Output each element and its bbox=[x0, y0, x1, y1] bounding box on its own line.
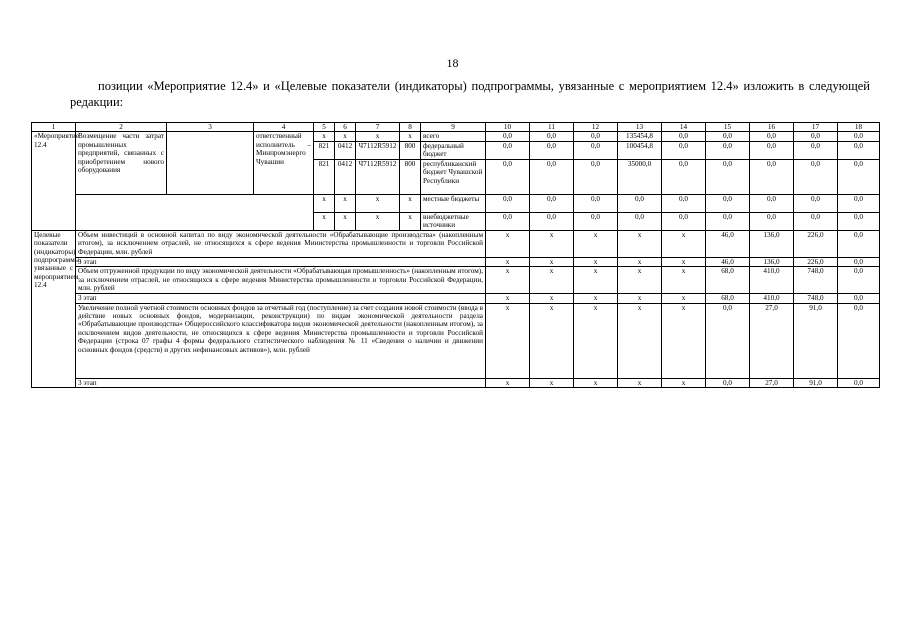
table-cell: 821 bbox=[314, 141, 335, 159]
indicator-stage-row bbox=[32, 257, 880, 266]
indicator-value-cell: x bbox=[574, 303, 618, 378]
column-number-4: 4 bbox=[254, 123, 314, 132]
stage-value-cell: 0,0 bbox=[838, 294, 880, 303]
funding-source-cell: внебюджетные источники bbox=[421, 212, 486, 230]
indicator-text: Объем инвестиций в основной капитал по виду экономической деятельности «Обрабатывающие производства» (накопленным итогом), за исключением отраслей, не относящихся к сфере ведения Министерства промышленности и торговли Российской Федерации, млн. рублей bbox=[76, 230, 486, 257]
amount-cell: 0,0 bbox=[838, 194, 880, 212]
stage-value-cell: x bbox=[574, 378, 618, 387]
amount-cell: 0,0 bbox=[486, 141, 530, 159]
measure-responsible: ответственный исполнитель – Минпромэнерго Чувашии bbox=[254, 132, 314, 194]
stage-value-cell: x bbox=[574, 294, 618, 303]
amount-cell: 0,0 bbox=[662, 159, 706, 194]
indicator-stage-row bbox=[32, 294, 880, 303]
stage-value-cell: x bbox=[486, 378, 530, 387]
measure-description: Возмещение части затрат промышленных предприятий, связанных с приобретением нового оборудования bbox=[76, 132, 167, 194]
amount-cell: 0,0 bbox=[706, 194, 750, 212]
amount-cell: 0,0 bbox=[486, 159, 530, 194]
amount-cell: 0,0 bbox=[618, 194, 662, 212]
amount-cell: 0,0 bbox=[530, 194, 574, 212]
indicator-value-cell: 0,0 bbox=[838, 267, 880, 294]
measure-continuation-cell bbox=[76, 194, 314, 230]
indicator-value-cell: x bbox=[486, 303, 530, 378]
amount-cell: 0,0 bbox=[574, 141, 618, 159]
table-cell: x bbox=[314, 194, 335, 212]
table-cell: 0412 bbox=[335, 141, 356, 159]
table-cell: x bbox=[400, 194, 421, 212]
funding-source-cell: всего bbox=[421, 132, 486, 141]
amount-cell: 0,0 bbox=[838, 141, 880, 159]
column-number-5: 5 bbox=[314, 123, 335, 132]
stage-value-cell: 68,0 bbox=[706, 294, 750, 303]
indicator-row bbox=[32, 303, 880, 378]
amount-cell: 35000,0 bbox=[618, 159, 662, 194]
measures-table-container bbox=[31, 122, 878, 388]
stage-value-cell: x bbox=[574, 257, 618, 266]
indicator-value-cell: x bbox=[618, 303, 662, 378]
column-number-7: 7 bbox=[356, 123, 400, 132]
budget-code-cell: Ч7112R5912 bbox=[356, 141, 400, 159]
stage-value-cell: x bbox=[486, 294, 530, 303]
indicator-value-cell: x bbox=[486, 230, 530, 257]
table-cell: x bbox=[400, 132, 421, 141]
amount-cell: 0,0 bbox=[530, 212, 574, 230]
amount-cell: 0,0 bbox=[618, 212, 662, 230]
stage-value-cell: x bbox=[486, 257, 530, 266]
indicator-value-cell: 0,0 bbox=[706, 303, 750, 378]
column-number-2: 2 bbox=[76, 123, 167, 132]
amount-cell: 0,0 bbox=[750, 159, 794, 194]
stage-value-cell: 0,0 bbox=[838, 378, 880, 387]
indicator-value-cell: x bbox=[662, 267, 706, 294]
column-number-17: 17 bbox=[794, 123, 838, 132]
indicator-value-cell: 226,0 bbox=[794, 230, 838, 257]
indicator-stage-row bbox=[32, 378, 880, 387]
indicators-label: Целевые показатели (индикаторы) подпрограммы, увязанные с мероприятием 12.4 bbox=[32, 230, 76, 387]
stage-value-cell: 46,0 bbox=[706, 257, 750, 266]
table-cell: 0412 bbox=[335, 159, 356, 194]
amount-cell: 0,0 bbox=[662, 132, 706, 141]
column-number-10: 10 bbox=[486, 123, 530, 132]
amount-cell: 0,0 bbox=[750, 132, 794, 141]
indicator-value-cell: 91,0 bbox=[794, 303, 838, 378]
measure-row bbox=[32, 132, 880, 141]
amount-cell: 0,0 bbox=[838, 159, 880, 194]
table-cell: x bbox=[314, 212, 335, 230]
indicator-row bbox=[32, 267, 880, 294]
measures-table bbox=[31, 122, 880, 388]
budget-code-cell: x bbox=[356, 212, 400, 230]
amount-cell: 0,0 bbox=[486, 194, 530, 212]
table-cell: x bbox=[335, 194, 356, 212]
table-cell: x bbox=[335, 132, 356, 141]
funding-source-cell: федеральный бюджет bbox=[421, 141, 486, 159]
amount-cell: 0,0 bbox=[662, 212, 706, 230]
indicator-text: Увеличение полной учетной стоимости основных фондов за отчетный год (поступление) за счет создания новой стоимости (ввода в действие новых основных фондов, модернизации, реконструкции) по видам экономической деятельности раздела «Обрабатывающие производства» Общероссийского классификатора видов экономической деятельности (накопленным итогом), за исключением видов деятельности, не относящихся к сфере ведения Министерства промышленности и торговли Российской Федерации (строка 07 графы 4 формы федерального статистического наблюдения № 11 «Сведения о наличии и движении основных фондов (средств) и других нефинансовых активов»), млн. рублей bbox=[76, 303, 486, 378]
stage-value-cell: 0,0 bbox=[706, 378, 750, 387]
amount-cell: 0,0 bbox=[794, 159, 838, 194]
amount-cell: 0,0 bbox=[706, 141, 750, 159]
amount-cell: 0,0 bbox=[794, 132, 838, 141]
column-number-18: 18 bbox=[838, 123, 880, 132]
stage-value-cell: x bbox=[662, 257, 706, 266]
indicator-value-cell: x bbox=[574, 230, 618, 257]
indicator-value-cell: 0,0 bbox=[838, 230, 880, 257]
measure-row bbox=[32, 194, 880, 212]
stage-value-cell: x bbox=[530, 257, 574, 266]
table-cell: 800 bbox=[400, 159, 421, 194]
indicator-value-cell: 46,0 bbox=[706, 230, 750, 257]
column-number-row bbox=[32, 123, 880, 132]
column-number-16: 16 bbox=[750, 123, 794, 132]
amount-cell: 0,0 bbox=[530, 132, 574, 141]
table-cell: x bbox=[335, 212, 356, 230]
indicator-value-cell: x bbox=[618, 230, 662, 257]
stage-value-cell: 748,0 bbox=[794, 294, 838, 303]
column-number-6: 6 bbox=[335, 123, 356, 132]
column-number-13: 13 bbox=[618, 123, 662, 132]
amount-cell: 0,0 bbox=[706, 132, 750, 141]
indicator-value-cell: x bbox=[530, 267, 574, 294]
table-cell: x bbox=[400, 212, 421, 230]
intro-paragraph: позиции «Мероприятие 12.4» и «Целевые показатели (индикаторы) подпрограммы, увязанные с мероприятием 12.4» изложить в следующей редакции: bbox=[70, 79, 870, 109]
amount-cell: 0,0 bbox=[662, 141, 706, 159]
column-number-3: 3 bbox=[167, 123, 254, 132]
indicator-value-cell: 0,0 bbox=[838, 303, 880, 378]
amount-cell: 0,0 bbox=[486, 212, 530, 230]
amount-cell: 0,0 bbox=[750, 141, 794, 159]
stage-value-cell: x bbox=[662, 378, 706, 387]
stage-value-cell: x bbox=[618, 294, 662, 303]
budget-code-cell: x bbox=[356, 194, 400, 212]
column-number-14: 14 bbox=[662, 123, 706, 132]
stage-value-cell: 410,0 bbox=[750, 294, 794, 303]
amount-cell: 0,0 bbox=[574, 194, 618, 212]
column-number-15: 15 bbox=[706, 123, 750, 132]
amount-cell: 0,0 bbox=[706, 159, 750, 194]
indicator-row bbox=[32, 230, 880, 257]
table-cell: 800 bbox=[400, 141, 421, 159]
measure-name: «Мероприятие 12.4 bbox=[32, 132, 76, 230]
amount-cell: 0,0 bbox=[486, 132, 530, 141]
indicator-value-cell: x bbox=[574, 267, 618, 294]
stage-value-cell: 27,0 bbox=[750, 378, 794, 387]
page-number: 18 bbox=[446, 56, 459, 70]
stage-value-cell: x bbox=[618, 378, 662, 387]
amount-cell: 0,0 bbox=[706, 212, 750, 230]
amount-cell: 0,0 bbox=[662, 194, 706, 212]
funding-source-cell: местные бюджеты bbox=[421, 194, 486, 212]
budget-code-cell: Ч7112R5912 bbox=[356, 159, 400, 194]
amount-cell: 0,0 bbox=[530, 159, 574, 194]
measure-column-3 bbox=[167, 132, 254, 194]
stage-value-cell: 226,0 bbox=[794, 257, 838, 266]
indicator-value-cell: x bbox=[530, 230, 574, 257]
amount-cell: 100454,8 bbox=[618, 141, 662, 159]
indicator-value-cell: 748,0 bbox=[794, 267, 838, 294]
column-number-11: 11 bbox=[530, 123, 574, 132]
indicator-value-cell: 27,0 bbox=[750, 303, 794, 378]
indicator-value-cell: x bbox=[662, 303, 706, 378]
amount-cell: 0,0 bbox=[750, 194, 794, 212]
indicator-value-cell: 68,0 bbox=[706, 267, 750, 294]
column-number-8: 8 bbox=[400, 123, 421, 132]
indicator-value-cell: x bbox=[486, 267, 530, 294]
indicator-text: Объем отгруженной продукции по виду экономической деятельности «Обрабатывающая промышленность» (накопленным итогом), за исключением отраслей, не относящихся к сфере ведения Министерства промышленности и торговли Российской Федерации, млн. рублей bbox=[76, 267, 486, 294]
stage-value-cell: x bbox=[618, 257, 662, 266]
amount-cell: 0,0 bbox=[838, 132, 880, 141]
amount-cell: 0,0 bbox=[530, 141, 574, 159]
amount-cell: 135454,8 bbox=[618, 132, 662, 141]
column-number-1: 1 bbox=[32, 123, 76, 132]
amount-cell: 0,0 bbox=[574, 132, 618, 141]
stage-label: 3 этап bbox=[76, 257, 486, 266]
stage-label: 3 этап bbox=[76, 378, 486, 387]
stage-value-cell: x bbox=[662, 294, 706, 303]
table-cell: 821 bbox=[314, 159, 335, 194]
indicator-value-cell: x bbox=[618, 267, 662, 294]
indicator-value-cell: x bbox=[662, 230, 706, 257]
amount-cell: 0,0 bbox=[574, 212, 618, 230]
budget-code-cell: x bbox=[356, 132, 400, 141]
amount-cell: 0,0 bbox=[574, 159, 618, 194]
amount-cell: 0,0 bbox=[794, 194, 838, 212]
indicator-value-cell: 410,0 bbox=[750, 267, 794, 294]
indicator-value-cell: x bbox=[530, 303, 574, 378]
column-number-9: 9 bbox=[421, 123, 486, 132]
amount-cell: 0,0 bbox=[794, 212, 838, 230]
stage-value-cell: 91,0 bbox=[794, 378, 838, 387]
column-number-12: 12 bbox=[574, 123, 618, 132]
stage-value-cell: 0,0 bbox=[838, 257, 880, 266]
amount-cell: 0,0 bbox=[838, 212, 880, 230]
stage-value-cell: x bbox=[530, 378, 574, 387]
funding-source-cell: республиканский бюджет Чувашской Республики bbox=[421, 159, 486, 194]
stage-label: 3 этап bbox=[76, 294, 486, 303]
indicator-value-cell: 136,0 bbox=[750, 230, 794, 257]
amount-cell: 0,0 bbox=[794, 141, 838, 159]
amount-cell: 0,0 bbox=[750, 212, 794, 230]
stage-value-cell: x bbox=[530, 294, 574, 303]
stage-value-cell: 136,0 bbox=[750, 257, 794, 266]
table-cell: x bbox=[314, 132, 335, 141]
